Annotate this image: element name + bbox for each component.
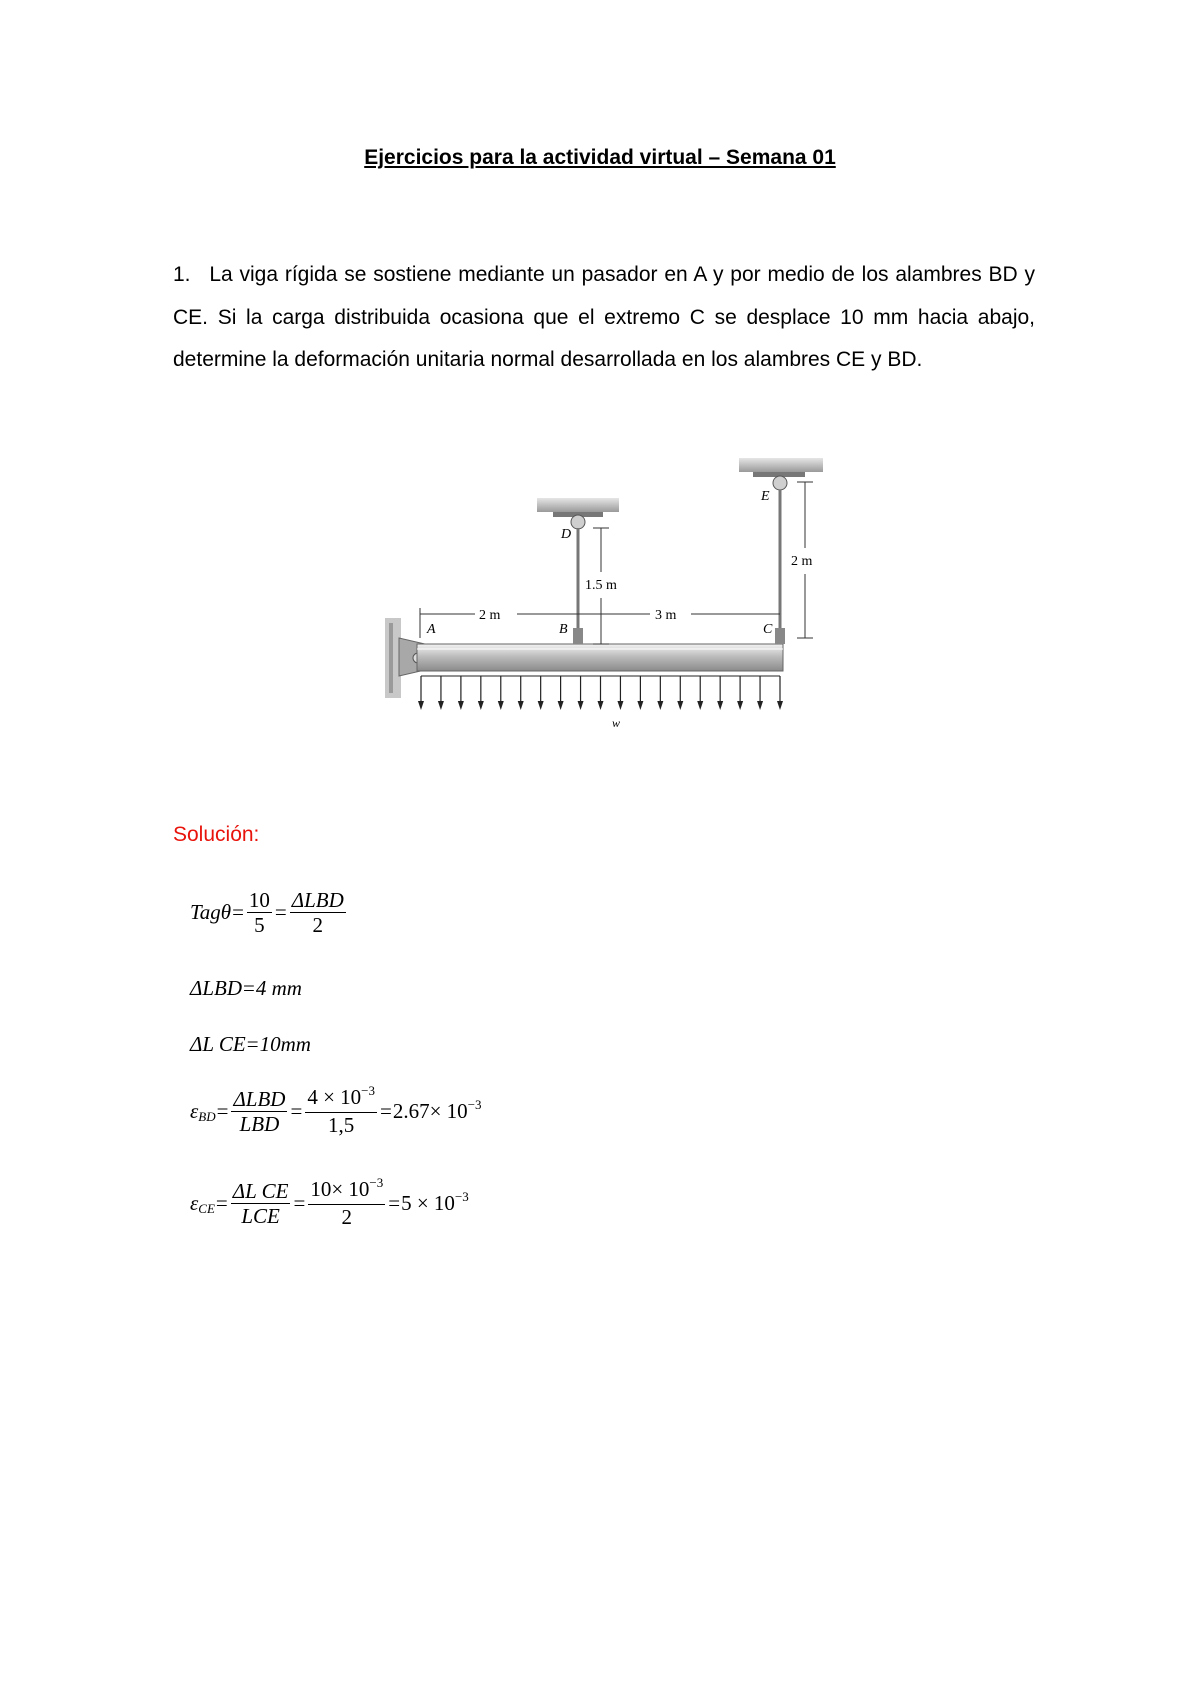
- load-arrowhead: [617, 701, 623, 710]
- load-arrowhead: [598, 701, 604, 710]
- load-arrows: [418, 676, 783, 710]
- label-D: D: [561, 527, 572, 542]
- eq1-lhs: Tagθ: [190, 900, 232, 924]
- label-B: B: [559, 622, 568, 637]
- problem-statement: [173, 254, 1035, 382]
- beam-diagram: [375, 448, 835, 738]
- solution-heading: Solución:: [173, 823, 260, 846]
- load-arrowhead: [458, 701, 464, 710]
- load-arrowhead: [538, 701, 544, 710]
- load-arrowhead: [777, 701, 783, 710]
- equation-tan-theta: Tagθ = $\frac{10}{5}$ = $\frac{\text{ΔLBD}}{2}$: [190, 888, 344, 937]
- eq1-frac2: $\frac{\text{ΔLBD}}{2}$: [291, 888, 344, 937]
- label-E: E: [761, 489, 770, 504]
- eq4-epsilon: ε: [190, 1098, 199, 1123]
- eq3-rhs: 10mm: [259, 1032, 311, 1056]
- eq5-result: $5 \times 10^{-3}$: [401, 1188, 469, 1215]
- problem-number: 1.: [173, 263, 191, 286]
- eq4-subscript: BD: [198, 1109, 216, 1124]
- load-arrowhead: [697, 701, 703, 710]
- dim-2m-horizontal: 2 m: [479, 608, 501, 623]
- eq5-frac1: $\frac{\text{ΔL CE}}{\text{LCE}}$: [232, 1178, 289, 1228]
- equation-strain-bd: ε BD = $\frac{\text{ΔLBD}}{\text{LBD}}$ = $\frac{4 \times 10^{-3}}{1,5}$ = $2.67\times 10^{-3}$: [190, 1083, 482, 1137]
- label-C: C: [763, 622, 773, 637]
- load-arrowhead: [518, 701, 524, 710]
- load-arrowhead: [757, 701, 763, 710]
- dim-3m: 3 m: [655, 608, 677, 623]
- load-arrowhead: [677, 701, 683, 710]
- load-arrowhead: [418, 701, 424, 710]
- load-arrowhead: [637, 701, 643, 710]
- load-arrowhead: [717, 701, 723, 710]
- load-arrowhead: [737, 701, 743, 710]
- load-arrowhead: [478, 701, 484, 710]
- eq2-rhs: 4 mm: [255, 976, 302, 1000]
- eq5-subscript: CE: [198, 1201, 215, 1216]
- equation-delta-lbd: ΔLBD = 4 mm: [190, 976, 302, 1000]
- beam-figure: [375, 448, 835, 738]
- dim-1-5m: 1.5 m: [585, 578, 617, 593]
- eq4-frac2: $\frac{4 \times 10^{-3}}{1,5}$: [307, 1083, 375, 1137]
- eq3-lhs: ΔL CE: [190, 1032, 246, 1056]
- equation-strain-ce: ε CE = $\frac{\text{ΔL CE}}{\text{LCE}}$ = $\frac{10\times 10^{-3}}{2}$ = $5 \times 10^{-3}$: [190, 1175, 469, 1229]
- eq5-epsilon: ε: [190, 1190, 199, 1215]
- page-title: Ejercicios para la actividad virtual – Semana 01: [364, 146, 836, 169]
- ceiling-D: [537, 498, 619, 512]
- rigid-beam: [417, 644, 783, 671]
- dim-2m-vertical: 2 m: [791, 554, 813, 569]
- label-w: w: [612, 716, 621, 730]
- load-arrowhead: [657, 701, 663, 710]
- load-arrowhead: [438, 701, 444, 710]
- eq5-frac2: $\frac{10\times 10^{-3}}{2}$: [310, 1175, 384, 1229]
- equation-delta-lce: ΔL CE = 10mm: [190, 1032, 311, 1056]
- load-arrowhead: [498, 701, 504, 710]
- load-arrowhead: [558, 701, 564, 710]
- eq4-result: $2.67\times 10^{-3}$: [392, 1096, 482, 1123]
- ceiling-E: [739, 458, 823, 472]
- label-A: A: [427, 622, 436, 637]
- eq4-frac1: $\frac{\text{ΔLBD}}{\text{LBD}}$: [233, 1086, 286, 1136]
- eq1-frac1: $\frac{10}{5}$: [248, 888, 270, 937]
- eq2-lhs: ΔLBD: [190, 976, 242, 1000]
- problem-text: La viga rígida se sostiene mediante un pasador en A y por medio de los alambres BD y CE. Si la carga distribuida ocasiona que el extremo C se desplace 10 mm hacia abajo, determine la deformación unitaria normal desarrollada en los alambres CE y BD.: [173, 263, 1035, 371]
- load-arrowhead: [578, 701, 584, 710]
